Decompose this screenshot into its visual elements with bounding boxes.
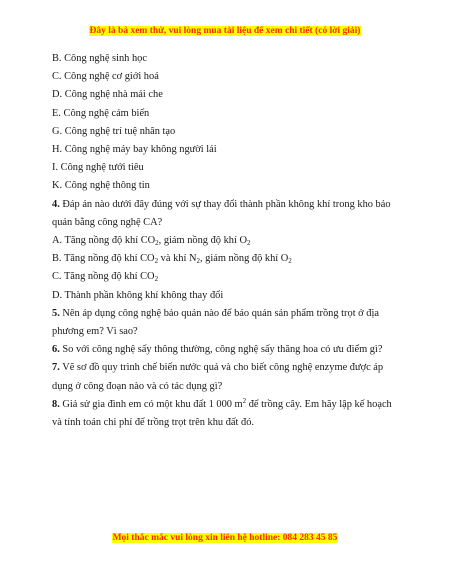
question-7: [52, 359, 404, 395]
option-item: D. Công nghệ nhà mái che: [52, 89, 163, 101]
question-number: 4.: [52, 198, 60, 210]
question-5: [52, 305, 404, 341]
answer-c: C. Tăng nồng độ khí $CO_2$: [52, 271, 159, 284]
answer-d: D. Thành phần không khí không thay đổi: [52, 289, 224, 301]
hotline-banner: [0, 533, 450, 543]
question-text: Đáp án nào dưới đây đúng với sự thay đổi thành phần không khí trong kho bảo quản bằng công nghệ CA?: [52, 198, 391, 228]
option-item: K. Công nghệ thông tin: [52, 180, 150, 192]
question-text: So với công nghệ sấy thông thường, công nghệ sấy thăng hoa có ưu điểm gì?: [62, 344, 383, 356]
answer-b: B. Tăng nồng độ khí $CO_2$ và khí $N_2$, giảm nồng độ khí $O_2$: [52, 253, 292, 266]
option-item: E. Công nghệ cảm biến: [52, 107, 150, 119]
question-text: Giả sử gia đình em có một khu đất 1 000 $m^2$ để trồng cây. Em hãy lập kế hoạch và tính toán chi phí để trồng trọt trên khu đất đó.: [52, 396, 392, 429]
option-item: H. Công nghệ máy bay không người lái: [52, 144, 217, 156]
answer-a: A. Tăng nồng độ khí $CO_2$, giảm nồng độ khí $O_2$: [52, 235, 251, 248]
question-6: [52, 341, 404, 359]
question-number: 5.: [52, 307, 60, 319]
question-number: 7.: [52, 362, 60, 374]
question-number: 6.: [52, 344, 60, 356]
hotline-text: Mọi thắc mắc vui lòng xin liên hệ hotline: 084 283 45 85: [112, 533, 338, 543]
preview-notice-banner: [0, 26, 450, 36]
option-item: B. Công nghệ sinh học: [52, 53, 147, 64]
option-item: G. Công nghệ trí tuệ nhân tạo: [52, 125, 176, 137]
question-number: 8.: [52, 398, 60, 410]
option-item: I. Công nghệ tưới tiêu: [52, 162, 144, 174]
preview-notice-text: Đây là bả xem thử, vui lòng mua tài liệu để xem chi tiết (có lời giải): [89, 26, 361, 36]
document-body: [52, 50, 404, 432]
question-4: [52, 196, 404, 232]
option-item: C. Công nghệ cơ giới hoá: [52, 71, 159, 83]
question-8: [52, 396, 404, 432]
question-text: Nên áp dụng công nghệ bảo quản nào để bảo quản sản phẩm trồng trọt ở địa phương em? Vì sao?: [52, 307, 379, 338]
question-text: Vẽ sơ đồ quy trình chế biến nước quả và cho biết công nghệ enzyme được áp dụng ở công đoạn nào và có tác dụng gì?: [52, 362, 384, 392]
